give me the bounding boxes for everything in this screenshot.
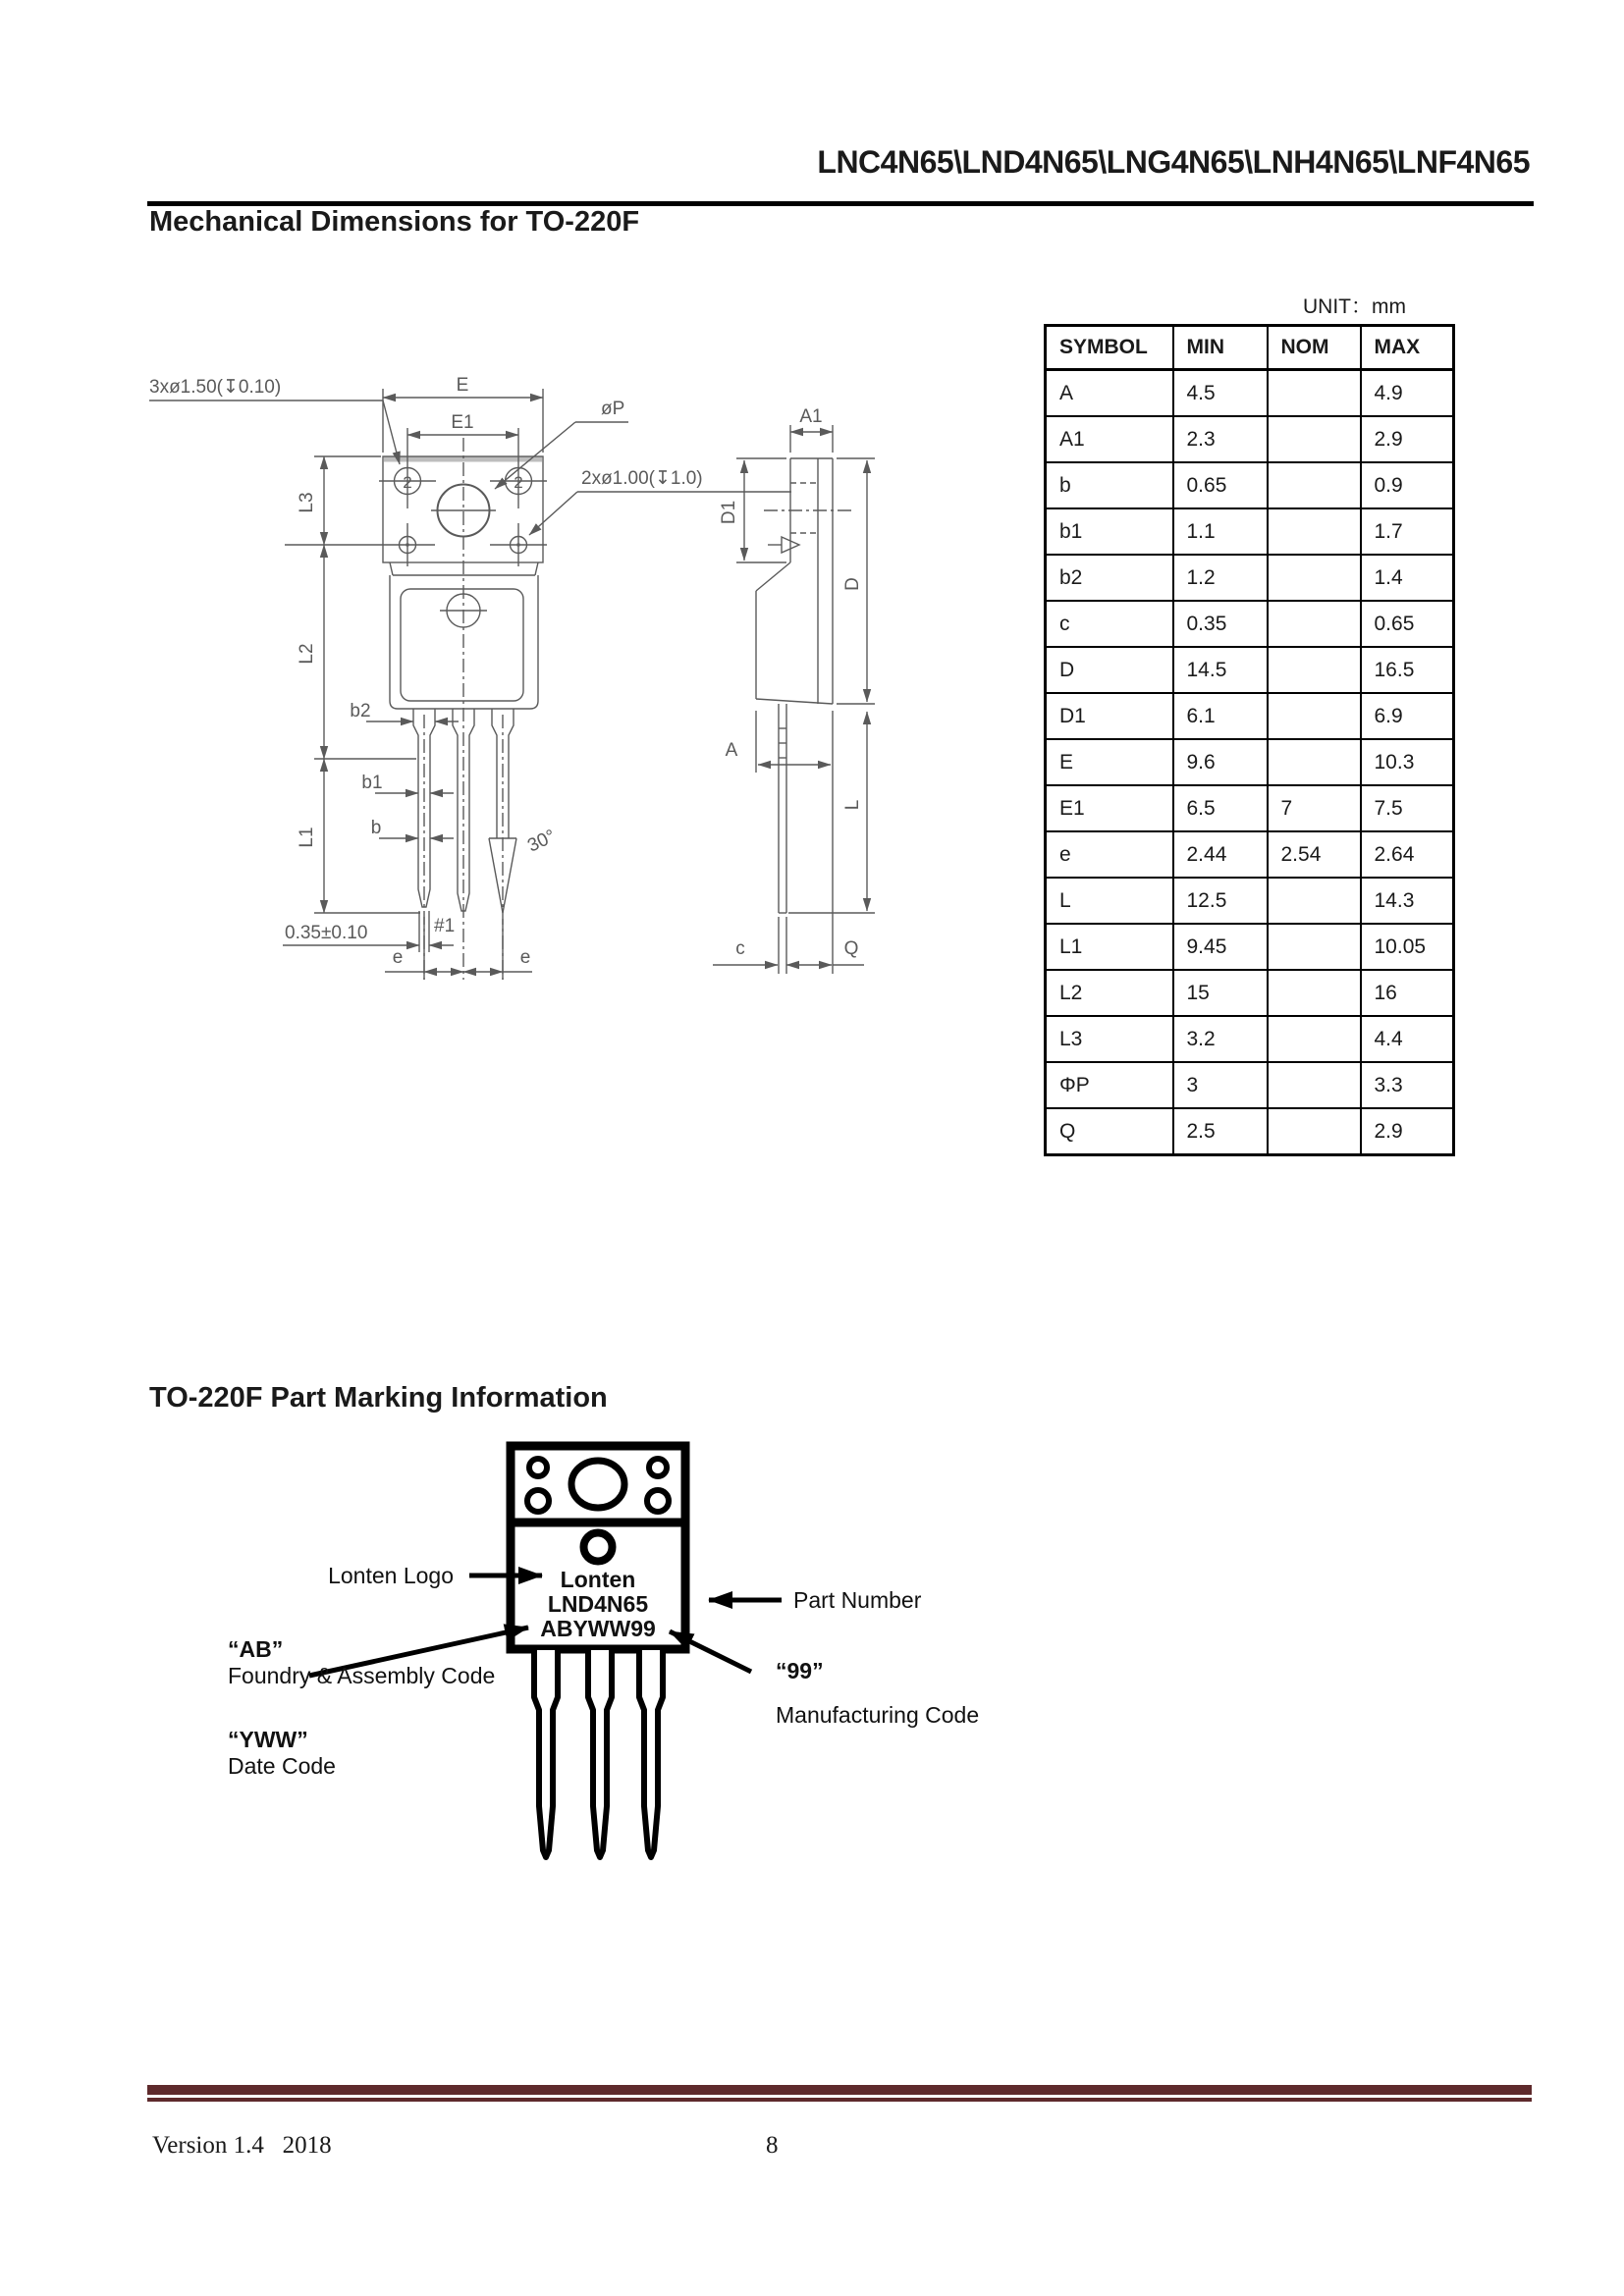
note-dia-p: øP xyxy=(601,399,625,419)
value-cell: 1.4 xyxy=(1361,555,1454,601)
symbol-cell: e xyxy=(1046,831,1173,878)
footer-page-number: 8 xyxy=(766,2132,779,2159)
dim-label-b: b xyxy=(370,818,382,838)
front-view xyxy=(149,375,791,980)
table-row xyxy=(1046,878,1454,924)
dim-label-l3: L3 xyxy=(297,492,317,513)
symbol-cell: b xyxy=(1046,462,1173,508)
dim-label-b2: b2 xyxy=(350,701,371,721)
value-cell: 16.5 xyxy=(1361,647,1454,693)
symbol-cell: ΦP xyxy=(1046,1062,1173,1108)
value-cell: 2.64 xyxy=(1361,831,1454,878)
dim-label-a: A xyxy=(725,740,738,761)
note-3x-holes: 3xø1.50(↧0.10) xyxy=(149,377,282,398)
label-mfg-code: “99” xyxy=(776,1658,824,1683)
dim-label-b1: b1 xyxy=(361,773,383,793)
mechanical-drawing xyxy=(128,245,1021,1021)
dim-label-a1: A1 xyxy=(799,406,823,427)
value-cell xyxy=(1268,601,1361,647)
value-cell: 14.5 xyxy=(1173,647,1268,693)
pin1-label: #1 xyxy=(434,916,456,936)
table-row xyxy=(1046,970,1454,1016)
hole-mark-right: 2 xyxy=(514,473,523,492)
symbol-cell: c xyxy=(1046,601,1173,647)
value-cell xyxy=(1268,462,1361,508)
value-cell: 2.44 xyxy=(1173,831,1268,878)
value-cell: 2.9 xyxy=(1361,416,1454,462)
symbol-cell: L1 xyxy=(1046,924,1173,970)
value-cell xyxy=(1268,416,1361,462)
symbol-cell: D xyxy=(1046,647,1173,693)
dim-label-e-width: E xyxy=(456,375,469,396)
symbol-cell: E1 xyxy=(1046,785,1173,831)
value-cell xyxy=(1268,555,1361,601)
value-cell: 2.5 xyxy=(1173,1108,1268,1155)
section-title-mechanical: Mechanical Dimensions for TO-220F xyxy=(149,206,640,238)
column-header-symbol: SYMBOL xyxy=(1046,326,1173,370)
value-cell xyxy=(1268,1108,1361,1155)
value-cell xyxy=(1268,508,1361,555)
value-cell xyxy=(1268,878,1361,924)
value-cell: 6.9 xyxy=(1361,693,1454,739)
symbol-cell: Q xyxy=(1046,1108,1173,1155)
value-cell: 1.1 xyxy=(1173,508,1268,555)
value-cell: 6.1 xyxy=(1173,693,1268,739)
table-row xyxy=(1046,1108,1454,1155)
label-lonten-logo: Lonten Logo xyxy=(328,1563,454,1588)
dim-label-d: D xyxy=(842,577,863,591)
symbol-cell: b1 xyxy=(1046,508,1173,555)
symbol-cell: A xyxy=(1046,370,1173,417)
page-title: LNC4N65\LND4N65\LNG4N65\LNH4N65\LNF4N65 xyxy=(817,144,1530,180)
value-cell xyxy=(1268,924,1361,970)
value-cell: 1.7 xyxy=(1361,508,1454,555)
column-header-nom: NOM xyxy=(1268,326,1361,370)
dimension-table xyxy=(1044,324,1455,1156)
table-row xyxy=(1046,416,1454,462)
value-cell: 2.54 xyxy=(1268,831,1361,878)
note-2x-holes: 2xø1.00(↧1.0) xyxy=(581,468,703,489)
label-ab-desc: Foundry & Assembly Code xyxy=(228,1663,496,1688)
value-cell: 3 xyxy=(1173,1062,1268,1108)
column-header-max: MAX xyxy=(1361,326,1454,370)
table-row xyxy=(1046,831,1454,878)
value-cell: 4.9 xyxy=(1361,370,1454,417)
value-cell: 0.35 xyxy=(1173,601,1268,647)
value-cell: 3.2 xyxy=(1173,1016,1268,1062)
value-cell: 4.5 xyxy=(1173,370,1268,417)
table-row xyxy=(1046,462,1454,508)
value-cell: 1.2 xyxy=(1173,555,1268,601)
value-cell xyxy=(1268,370,1361,417)
value-cell: 15 xyxy=(1173,970,1268,1016)
table-row xyxy=(1046,924,1454,970)
table-row xyxy=(1046,1016,1454,1062)
marking-logo-text: Lonten xyxy=(560,1567,636,1592)
dim-label-c: c xyxy=(735,938,745,959)
hole-mark-left: 2 xyxy=(403,473,412,492)
dim-label-l2: L2 xyxy=(297,643,317,665)
unit-label: UNIT：mm xyxy=(1303,295,1406,318)
value-cell: 2.3 xyxy=(1173,416,1268,462)
symbol-cell: L xyxy=(1046,878,1173,924)
table-row xyxy=(1046,739,1454,785)
table-row xyxy=(1046,508,1454,555)
value-cell: 10.3 xyxy=(1361,739,1454,785)
value-cell: 2.9 xyxy=(1361,1108,1454,1155)
value-cell: 14.3 xyxy=(1361,878,1454,924)
table-row xyxy=(1046,601,1454,647)
value-cell xyxy=(1268,693,1361,739)
label-yww-desc: Date Code xyxy=(228,1753,336,1779)
table-row xyxy=(1046,647,1454,693)
value-cell: 3.3 xyxy=(1361,1062,1454,1108)
footer-version: Version 1.4 2018 xyxy=(152,2132,332,2159)
dim-label-q: Q xyxy=(843,938,859,959)
label-yww-code: “YWW” xyxy=(228,1727,308,1752)
label-part-number: Part Number xyxy=(793,1587,922,1613)
value-cell xyxy=(1268,1016,1361,1062)
dim-label-angle: 30° xyxy=(524,826,560,857)
value-cell: 4.4 xyxy=(1361,1016,1454,1062)
value-cell: 7.5 xyxy=(1361,785,1454,831)
symbol-cell: L3 xyxy=(1046,1016,1173,1062)
table-row xyxy=(1046,370,1454,417)
table-row xyxy=(1046,1062,1454,1108)
dim-label-e1: E1 xyxy=(451,412,474,433)
section-title-marking: TO-220F Part Marking Information xyxy=(149,1382,608,1414)
marking-code-text: ABYWW99 xyxy=(540,1616,656,1641)
dim-label-l1: L1 xyxy=(297,827,317,848)
symbol-cell: A1 xyxy=(1046,416,1173,462)
symbol-cell: b2 xyxy=(1046,555,1173,601)
symbol-cell: L2 xyxy=(1046,970,1173,1016)
table-row xyxy=(1046,555,1454,601)
value-cell: 6.5 xyxy=(1173,785,1268,831)
part-marking-figure xyxy=(137,1418,1316,1880)
symbol-cell: D1 xyxy=(1046,693,1173,739)
dim-label-pitch-left: e xyxy=(392,947,404,968)
marked-package xyxy=(511,1446,685,1857)
value-cell xyxy=(1268,1062,1361,1108)
column-header-min: MIN xyxy=(1173,326,1268,370)
footer-rule-thick xyxy=(147,2085,1532,2095)
label-ab-code: “AB” xyxy=(228,1636,284,1662)
table-row xyxy=(1046,693,1454,739)
value-cell: 9.45 xyxy=(1173,924,1268,970)
symbol-cell: E xyxy=(1046,739,1173,785)
value-cell: 10.05 xyxy=(1361,924,1454,970)
value-cell xyxy=(1268,970,1361,1016)
table-row xyxy=(1046,785,1454,831)
dim-label-pitch-right: e xyxy=(519,947,531,968)
value-cell: 9.6 xyxy=(1173,739,1268,785)
footer-rule-thin xyxy=(147,2098,1532,2102)
value-cell: 0.65 xyxy=(1173,462,1268,508)
table-header-row xyxy=(1046,326,1454,370)
label-mfg-desc: Manufacturing Code xyxy=(776,1702,980,1728)
value-cell: 12.5 xyxy=(1173,878,1268,924)
value-cell xyxy=(1268,647,1361,693)
value-cell: 16 xyxy=(1361,970,1454,1016)
marking-part-number-text: LND4N65 xyxy=(547,1591,649,1617)
dim-label-d1: D1 xyxy=(719,500,739,525)
value-cell: 0.9 xyxy=(1361,462,1454,508)
dim-label-tip-tol: 0.35±0.10 xyxy=(285,923,368,943)
value-cell: 0.65 xyxy=(1361,601,1454,647)
value-cell xyxy=(1268,739,1361,785)
dim-label-l: L xyxy=(842,799,863,811)
value-cell: 7 xyxy=(1268,785,1361,831)
